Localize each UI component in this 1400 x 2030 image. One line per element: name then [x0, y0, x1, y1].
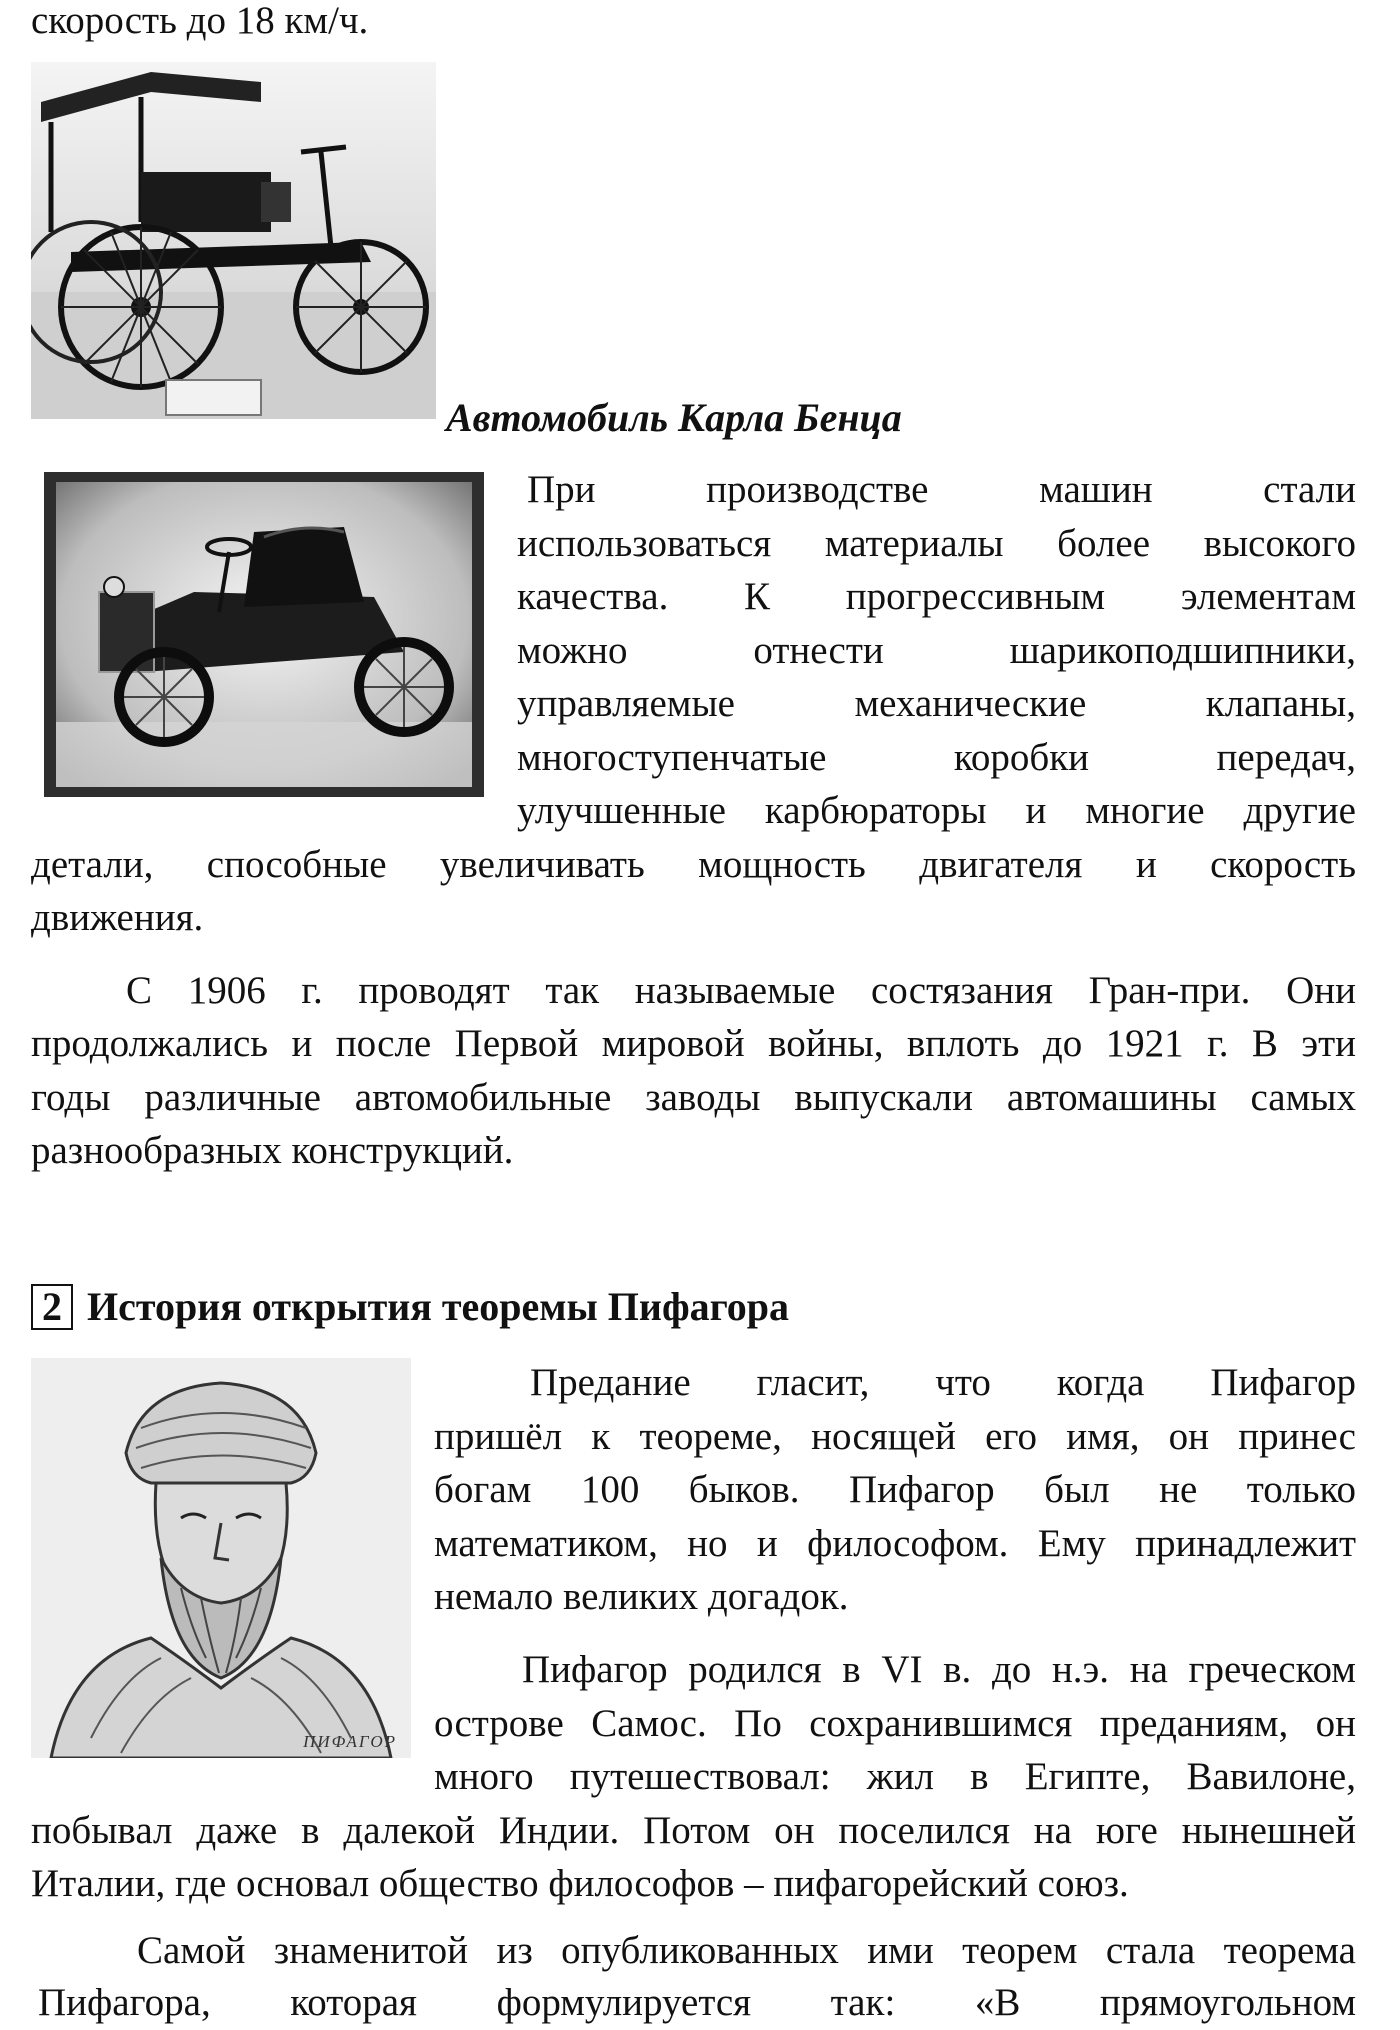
text-line: годы различные автомобильные заводы выпускали автомашины самых — [31, 1076, 1356, 1119]
text-line: пришёл к теореме, носящей его имя, он принес — [434, 1414, 1356, 1458]
text-line: Пифагора, которая формулируется так: «В прямоугольном — [38, 1981, 1356, 2024]
text-line: детали, способные увеличивать мощность двигателя и скорость — [31, 843, 1356, 886]
text-line: качества. К прогрессивным элементам — [517, 575, 1356, 618]
portrait-label: ПИФАГОР — [303, 1732, 397, 1751]
text-line: побывал даже в далекой Индии. Потом он поселился на юге нынешней — [31, 1809, 1356, 1852]
top-text-line: скорость до 18 км/ч. — [31, 0, 369, 42]
paragraph-1-wrap — [517, 463, 1356, 838]
text-line — [31, 964, 1356, 1018]
text-line: При производстве машин стали — [527, 468, 1356, 511]
text-line: богам 100 быков. Пифагор был не только — [434, 1468, 1356, 1511]
section-title: История открытия теоремы Пифагора — [87, 1284, 790, 1329]
text-line: можно отнести шарикоподшипники, — [517, 628, 1356, 672]
text-line — [31, 1924, 1356, 1978]
text-line: острове Самос. По сохранившимся преданиям, он — [434, 1701, 1356, 1745]
paragraph-4-wrap — [434, 1643, 1356, 1804]
text-line: немало великих догадок. — [434, 1575, 849, 1618]
text-line: использоваться материалы более высокого — [517, 521, 1356, 565]
paragraph-3-wrap — [434, 1356, 1356, 1624]
text-line-indented: Самой знаменитой из опубликованных ими теорем стала теорема — [137, 1929, 1356, 1972]
text-line: управляемые механические клапаны, — [517, 682, 1356, 725]
early-car-photo — [44, 472, 484, 797]
benz-car-photo — [31, 62, 436, 419]
section-heading — [31, 1280, 789, 1334]
text-line: улучшенные карбюраторы и многие другие — [517, 789, 1356, 832]
image-caption: Автомобиль Карла Бенца — [446, 395, 902, 440]
pythagoras-portrait — [31, 1358, 411, 1758]
text-line: Пифагор родился в VI в. до н.э. на греческом — [522, 1648, 1356, 1691]
text-line: много путешествовал: жил в Египте, Вавилоне, — [434, 1755, 1356, 1798]
section-number: 2 — [31, 1284, 73, 1330]
text-line: продолжались и после Первой мировой войны, вплоть до 1921 г. В эти — [31, 1022, 1356, 1065]
text-line: разнообразных конструкций. — [31, 1129, 514, 1172]
text-line: Италии, где основал общество философов – пифагорейский союз. — [31, 1862, 1129, 1905]
text-line: многоступенчатые коробки передач, — [517, 735, 1356, 779]
text-line: Предание гласит, что когда Пифагор — [530, 1361, 1356, 1404]
text-line: движения. — [31, 896, 204, 939]
text-line-indented: С 1906 г. проводят так называемые состязания Гран-при. Они — [126, 969, 1356, 1012]
text-line: математиком, но и философом. Ему принадлежит — [434, 1521, 1356, 1565]
